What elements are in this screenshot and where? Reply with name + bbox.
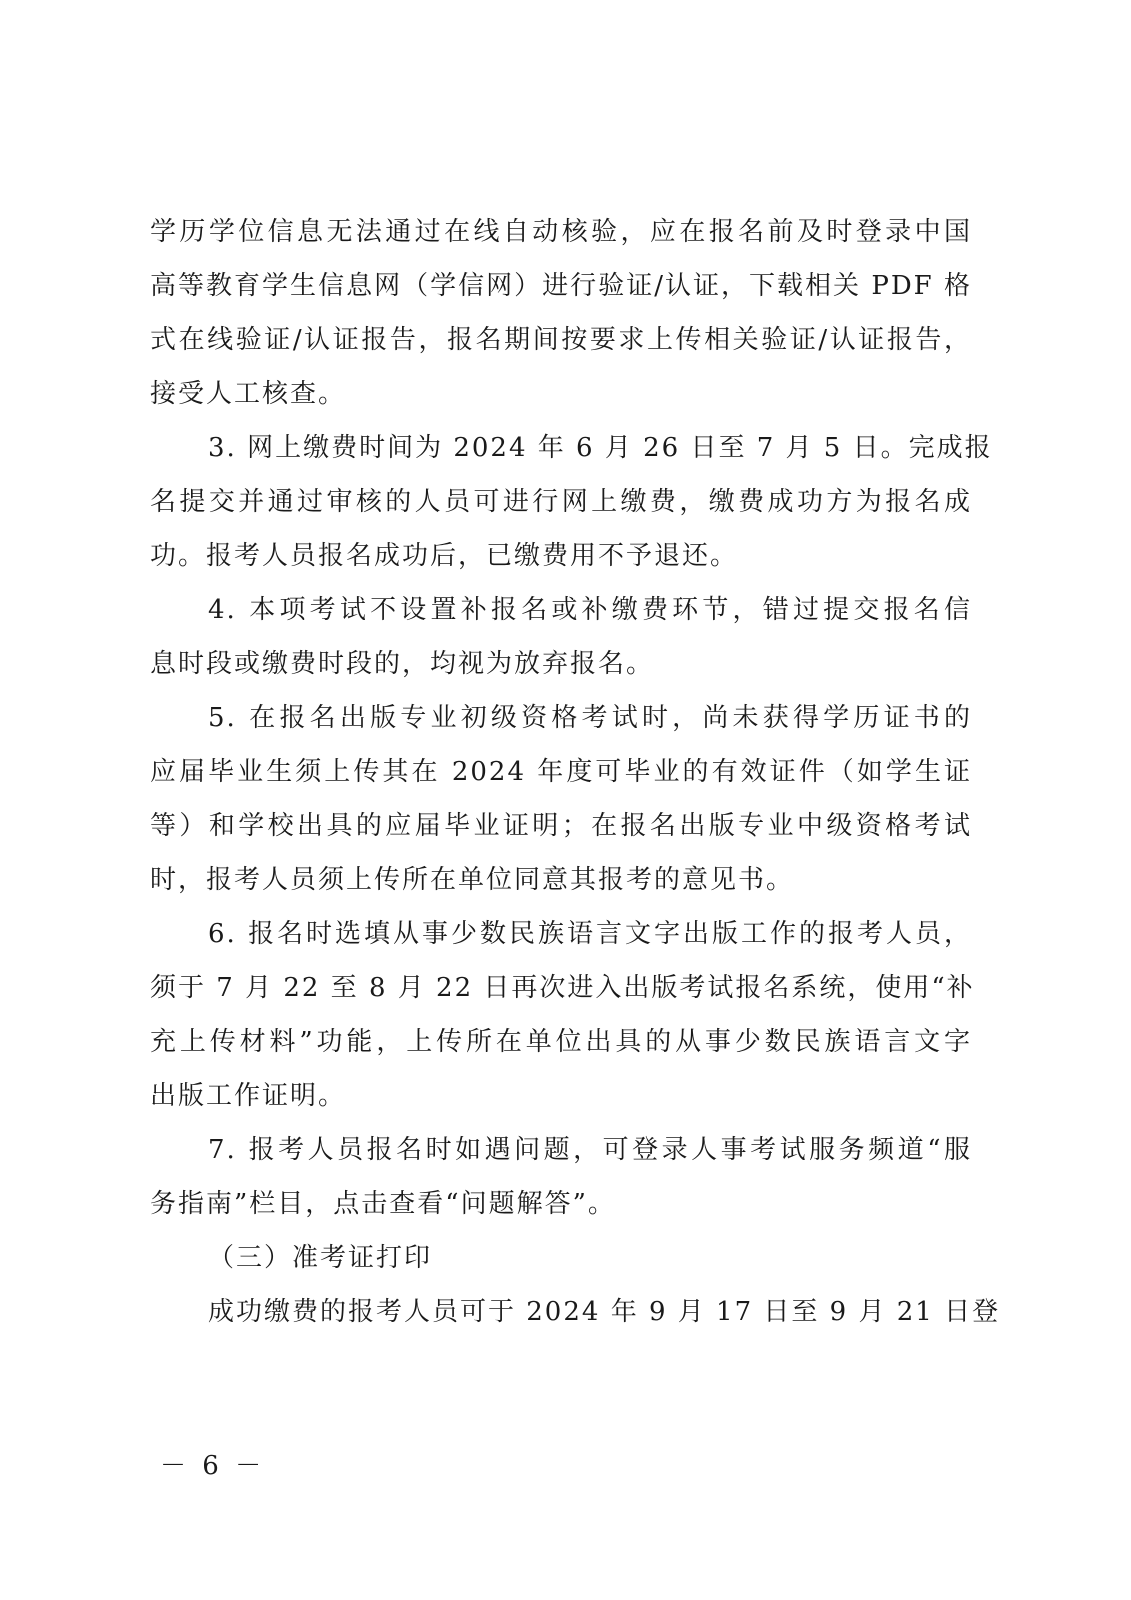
text-line: 功。报考人员报名成功后，已缴费用不予退还。 bbox=[150, 541, 739, 571]
text-line: 名提交并通过审核的人员可进行网上缴费，缴费成功方为报名成 bbox=[150, 487, 972, 517]
text-line: 高等教育学生信息网（学信网）进行验证/认证，下载相关 PDF 格 bbox=[150, 271, 972, 301]
text-line: 等）和学校出具的应届毕业证明；在报名出版专业中级资格考试 bbox=[150, 811, 972, 841]
text-line: 出版工作证明。 bbox=[150, 1081, 347, 1111]
text-line: 6. 报名时选填从事少数民族语言文字出版工作的报考人员， bbox=[208, 919, 972, 949]
text-line: 式在线验证/认证报告，报名期间按要求上传相关验证/认证报告， bbox=[150, 325, 972, 355]
text-line: 学历学位信息无法通过在线自动核验，应在报名前及时登录中国 bbox=[150, 217, 972, 247]
text-line: 7. 报考人员报名时如遇问题，可登录人事考试服务频道“服 bbox=[208, 1135, 972, 1165]
text-line: 3. 网上缴费时间为 2024 年 6 月 26 日至 7 月 5 日。完成报 bbox=[208, 433, 993, 463]
section-heading: （三）准考证打印 bbox=[208, 1243, 433, 1273]
text-line: 应届毕业生须上传其在 2024 年度可毕业的有效证件（如学生证 bbox=[150, 757, 972, 787]
text-line: 充上传材料”功能，上传所在单位出具的从事少数民族语言文字 bbox=[150, 1027, 972, 1057]
text-line: 息时段或缴费时段的，均视为放弃报名。 bbox=[150, 649, 655, 679]
text-line: 务指南”栏目，点击查看“问题解答”。 bbox=[150, 1189, 616, 1219]
text-line: 须于 7 月 22 至 8 月 22 日再次进入出版考试报名系统，使用“补 bbox=[150, 973, 975, 1003]
text-line: 4. 本项考试不设置补报名或补缴费环节，错过提交报名信 bbox=[208, 595, 972, 625]
page-number: － 6 － bbox=[160, 1451, 266, 1481]
text-line: 5. 在报名出版专业初级资格考试时，尚未获得学历证书的 bbox=[208, 703, 972, 733]
text-line: 时，报考人员须上传所在单位同意其报考的意见书。 bbox=[150, 865, 795, 895]
text-line: 成功缴费的报考人员可于 2024 年 9 月 17 日至 9 月 21 日登 bbox=[208, 1297, 1001, 1327]
text-line: 接受人工核查。 bbox=[150, 379, 347, 409]
body-text bbox=[150, 205, 1001, 1339]
